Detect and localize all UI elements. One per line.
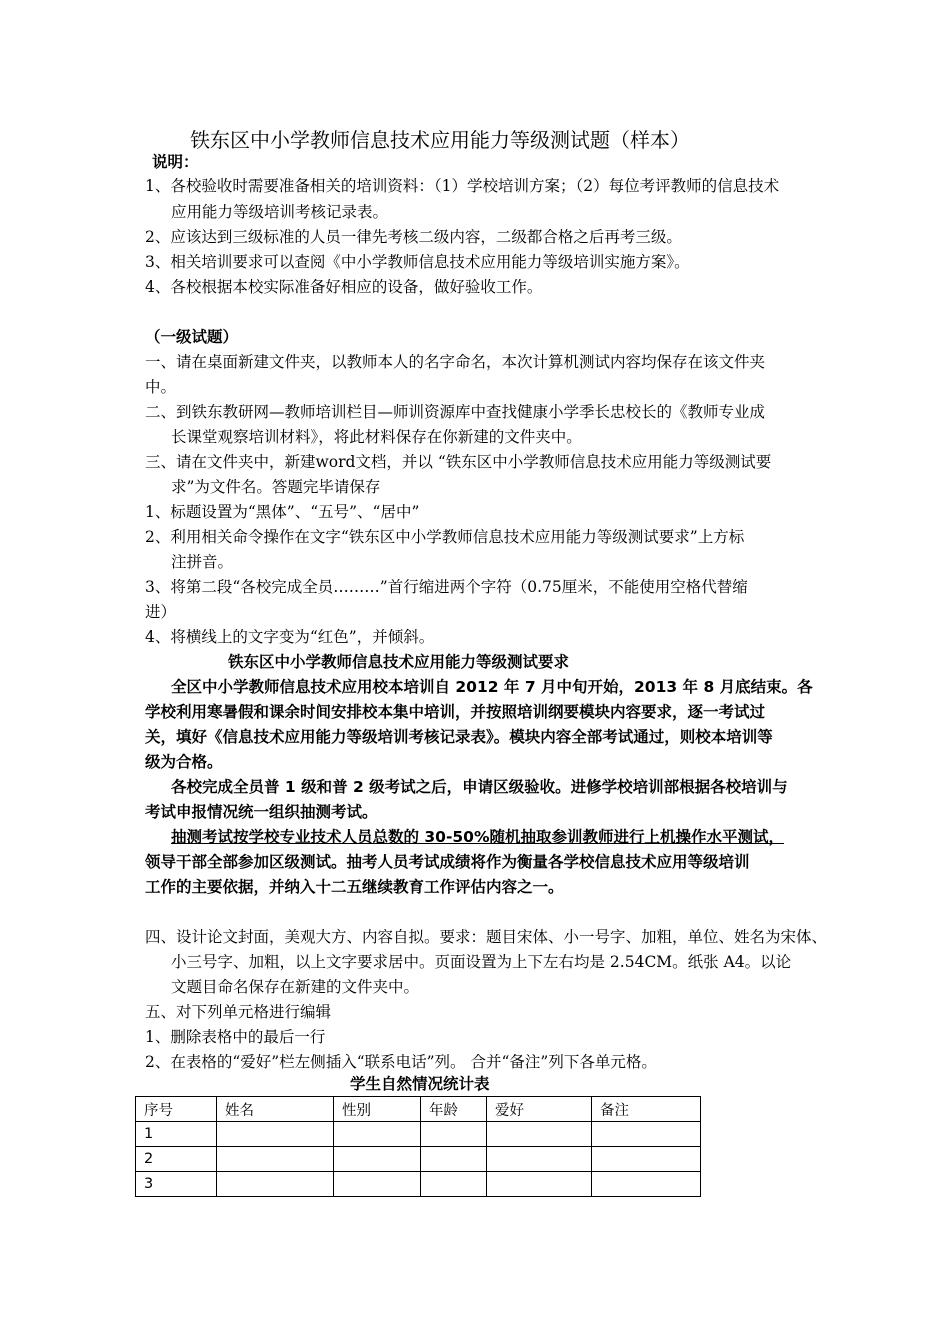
table-cell bbox=[421, 1147, 487, 1172]
table-cell bbox=[487, 1122, 592, 1147]
level1-line: 1、标题设置为“黑体”、“五号”、“居中” bbox=[145, 503, 420, 521]
table-cell bbox=[592, 1122, 701, 1147]
table-cell bbox=[334, 1122, 421, 1147]
table-cell bbox=[487, 1172, 592, 1197]
table-header-cell: 性别 bbox=[334, 1097, 421, 1122]
table-row bbox=[136, 1147, 701, 1172]
task-line: 1、删除表格中的最后一行 bbox=[145, 1028, 326, 1046]
table-cell: 1 bbox=[136, 1122, 217, 1147]
level1-line: 三、请在文件夹中，新建word文档，并以 “铁东区中小学教师信息技术应用能力等级测试要 bbox=[145, 453, 772, 471]
table-cell bbox=[592, 1147, 701, 1172]
level1-line: 中。 bbox=[145, 378, 177, 396]
level1-line: 长课堂观察培训材料》，将此材料保存在你新建的文件夹中。 bbox=[171, 428, 582, 446]
table-row bbox=[136, 1122, 701, 1147]
table-header-cell: 年龄 bbox=[421, 1097, 487, 1122]
sample-line: 领导干部全部参加区级测试。抽考人员考试成绩将作为衡量各学校信息技术应用等级培训 bbox=[145, 853, 750, 871]
table-caption: 学生自然情况统计表 bbox=[350, 1075, 490, 1093]
task-line: 四、设计论文封面，美观大方、内容自拟。要求：题目宋体、小一号字、加粗，单位、姓名为宋体、 bbox=[145, 928, 828, 946]
sample-line: 学校利用寒暑假和课余时间安排校本集中培训，并按照培训纲要模块内容要求，逐一考试过 bbox=[145, 703, 766, 721]
table-cell bbox=[421, 1122, 487, 1147]
table-cell bbox=[334, 1147, 421, 1172]
page-title: 铁东区中小学教师信息技术应用能力等级测试题（样本） bbox=[190, 128, 690, 152]
student-table bbox=[135, 1096, 701, 1197]
sample-line: 全区中小学教师信息技术应用校本培训自 2012 年 7 月中旬开始，2013 年 8 月底结束。各 bbox=[171, 678, 813, 696]
level1-line: 进） bbox=[145, 603, 177, 621]
intro-heading: 说明： bbox=[152, 152, 199, 171]
table-header-cell: 备注 bbox=[592, 1097, 701, 1122]
table-cell bbox=[421, 1172, 487, 1197]
table-cell bbox=[217, 1147, 334, 1172]
table-cell: 2 bbox=[136, 1147, 217, 1172]
intro-line: 3、相关培训要求可以查阅《中小学教师信息技术应用能力等级培训实施方案》。 bbox=[145, 253, 690, 271]
level1-line: 二、到铁东教研网—教师培训栏目—师训资源库中查找健康小学季长忠校长的《教师专业成 bbox=[145, 403, 766, 421]
task-line: 2、在表格的“爱好”栏左侧插入“联系电话”列。 合并“备注”列下各单元格。 bbox=[145, 1053, 657, 1071]
intro-line: 应用能力等级培训考核记录表。 bbox=[171, 203, 389, 221]
sample-line: 级为合格。 bbox=[145, 753, 223, 771]
level1-line: 注拼音。 bbox=[171, 553, 234, 571]
level1-line: 3、将第二段“各校完成全员………”首行缩进两个字符（0.75厘米，不能使用空格代替缩 bbox=[145, 578, 748, 596]
level1-line: 一、请在桌面新建文件夹，以教师本人的名字命名，本次计算机测试内容均保存在该文件夹 bbox=[145, 353, 766, 371]
table-cell bbox=[217, 1172, 334, 1197]
intro-line: 2、应该达到三级标准的人员一律先考核二级内容，二级都合格之后再考三级。 bbox=[145, 228, 682, 246]
intro-line: 1、各校验收时需要准备相关的培训资料：（1）学校培训方案；（2）每位考评教师的信息技术 bbox=[145, 177, 780, 195]
intro-line: 4、各校根据本校实际准备好相应的设备，做好验收工作。 bbox=[145, 278, 543, 296]
sample-line: 关，填好《信息技术应用能力等级培训考核记录表》。模块内容全部考试通过，则校本培训等 bbox=[145, 728, 773, 746]
table-header-cell: 序号 bbox=[136, 1097, 217, 1122]
table-cell bbox=[334, 1172, 421, 1197]
table-cell: 3 bbox=[136, 1172, 217, 1197]
level1-line: 2、利用相关命令操作在文字“铁东区中小学教师信息技术应用能力等级测试要求”上方标 bbox=[145, 528, 745, 546]
task-line: 五、对下列单元格进行编辑 bbox=[145, 1003, 332, 1021]
task-line: 文题目命名保存在新建的文件夹中。 bbox=[171, 978, 420, 996]
table-cell bbox=[217, 1122, 334, 1147]
table-cell bbox=[487, 1147, 592, 1172]
level1-heading: （一级试题） bbox=[145, 327, 239, 346]
sample-underlined-line: 抽测考试按学校专业技术人员总数的 30-50%随机抽取参训教师进行上机操作水平测试， bbox=[171, 828, 785, 846]
sample-line: 各校完成全员普 1 级和普 2 级考试之后，申请区级验收。进修学校培训部根据各校培训与 bbox=[171, 778, 788, 796]
level1-line: 4、将横线上的文字变为“红色”，并倾斜。 bbox=[145, 628, 435, 646]
task-line: 小三号字、加粗，以上文字要求居中。页面设置为上下左右均是 2.54CM。纸张 A4。以论 bbox=[171, 953, 792, 971]
level1-line: 求”为文件名。答题完毕请保存 bbox=[171, 478, 381, 496]
table-header-row bbox=[136, 1097, 701, 1122]
table-header-cell: 姓名 bbox=[217, 1097, 334, 1122]
sample-title: 铁东区中小学教师信息技术应用能力等级测试要求 bbox=[228, 653, 570, 671]
sample-line: 考试申报情况统一组织抽测考试。 bbox=[145, 803, 378, 821]
table-row bbox=[136, 1172, 701, 1197]
sample-line: 工作的主要依据，并纳入十二五继续教育工作评估内容之一。 bbox=[145, 878, 564, 896]
table-header-cell: 爱好 bbox=[487, 1097, 592, 1122]
table-cell bbox=[592, 1172, 701, 1197]
